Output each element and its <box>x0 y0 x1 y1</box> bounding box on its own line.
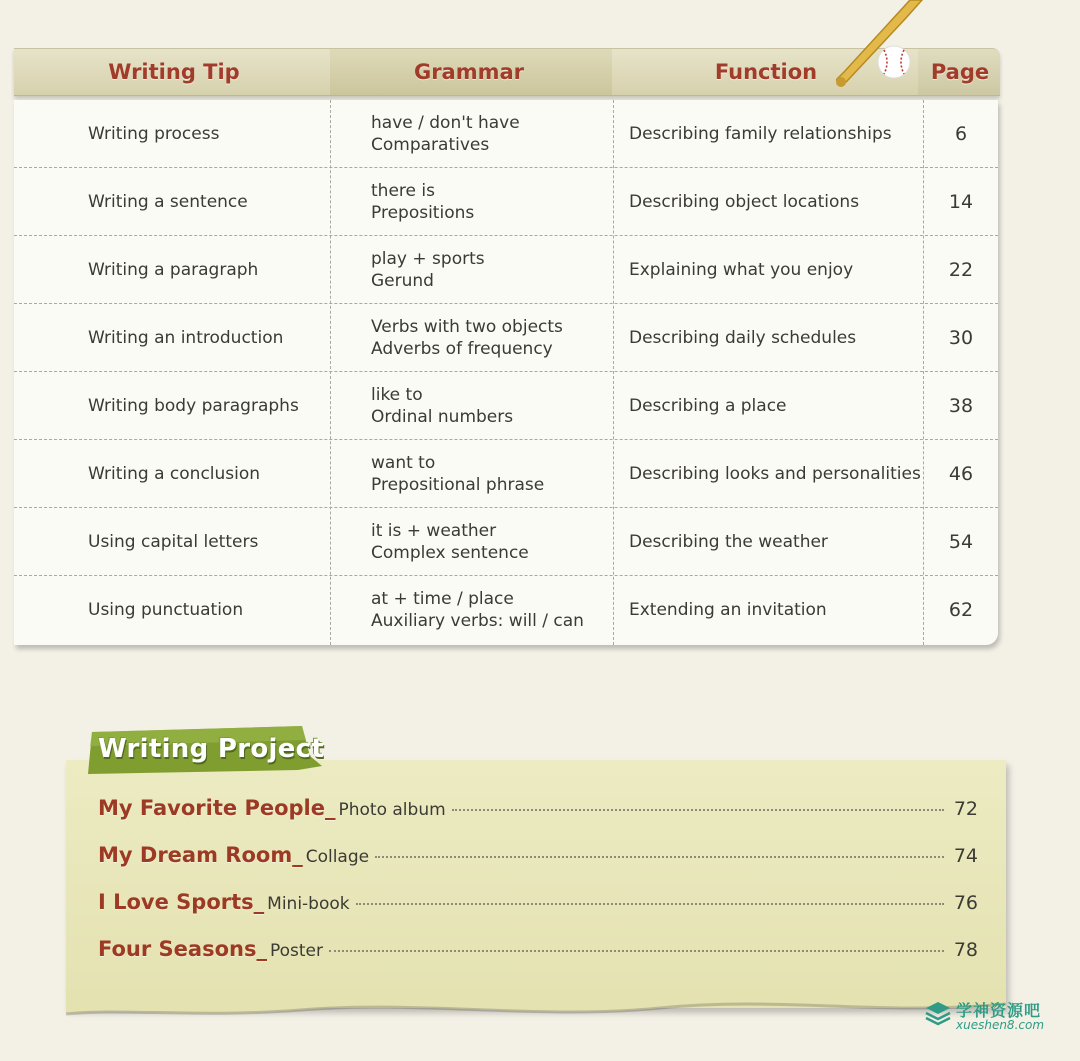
project-item <box>98 937 978 971</box>
baseball-icon <box>878 46 910 78</box>
writing-tip-cell: Writing a paragraph <box>88 260 259 280</box>
grammar-cell <box>371 576 611 644</box>
page-cell: 54 <box>948 531 974 553</box>
torn-paper-edge <box>60 990 1020 1030</box>
writing-tip-cell: Writing a sentence <box>88 192 248 212</box>
page-cell: 30 <box>948 327 974 349</box>
project-type: Poster <box>269 941 323 961</box>
writing-tip-cell: Using capital letters <box>88 532 259 552</box>
table-row <box>14 508 998 576</box>
grammar-line: Adverbs of frequency <box>371 339 553 359</box>
watermark-title: 学神资源吧 <box>956 1001 1042 1020</box>
grammar-cell <box>371 372 611 440</box>
function-cell: Extending an invitation <box>629 600 827 620</box>
header-function: Function <box>714 60 818 84</box>
table-row <box>14 440 998 508</box>
grammar-line: it is + weather <box>371 521 497 541</box>
book-stack-icon <box>924 1000 952 1026</box>
grammar-line: Gerund <box>371 271 434 291</box>
header-writing-tip: Writing Tip <box>108 60 240 84</box>
project-item <box>98 796 978 830</box>
project-title: I Love Sports_ <box>98 890 265 914</box>
watermark-url: xueshen8.com <box>956 1018 1045 1032</box>
header-grammar: Grammar <box>413 60 525 84</box>
grammar-line: Verbs with two objects <box>371 317 563 337</box>
contents-table <box>14 100 998 645</box>
function-cell: Describing a place <box>629 396 787 416</box>
project-title: My Favorite People_ <box>98 796 336 820</box>
writing-tip-cell: Writing an introduction <box>88 328 284 348</box>
writing-tip-cell: Writing a conclusion <box>88 464 261 484</box>
page-cell: 46 <box>948 463 974 485</box>
grammar-cell <box>371 304 611 372</box>
grammar-line: at + time / place <box>371 589 514 609</box>
dot-leader <box>329 950 944 952</box>
project-title: My Dream Room_ <box>98 843 303 867</box>
page-cell: 22 <box>948 259 974 281</box>
table-row <box>14 168 998 236</box>
project-item <box>98 890 978 924</box>
project-page: 78 <box>953 939 978 961</box>
writing-tip-cell: Writing body paragraphs <box>88 396 299 416</box>
project-page: 74 <box>953 845 978 867</box>
grammar-line: Comparatives <box>371 135 490 155</box>
writing-project-label: Writing Project <box>98 734 325 764</box>
project-page: 72 <box>953 798 978 820</box>
dot-leader <box>375 856 944 858</box>
page-cell: 38 <box>948 395 974 417</box>
watermark <box>924 998 1064 1038</box>
page-cell: 14 <box>948 191 974 213</box>
function-cell: Describing family relationships <box>629 124 892 144</box>
grammar-cell <box>371 100 611 168</box>
function-cell: Describing object locations <box>629 192 860 212</box>
table-row <box>14 100 998 168</box>
page-cell: 6 <box>954 123 968 145</box>
grammar-line: Auxiliary verbs: will / can <box>371 611 584 631</box>
grammar-cell <box>371 168 611 236</box>
project-page: 76 <box>953 892 978 914</box>
grammar-cell <box>371 236 611 304</box>
function-cell: Describing looks and personalities <box>629 464 921 484</box>
page-cell: 62 <box>948 599 974 621</box>
table-row <box>14 372 998 440</box>
grammar-line: want to <box>371 453 436 473</box>
baseball-bat-icon <box>836 0 956 90</box>
function-cell: Describing the weather <box>629 532 828 552</box>
grammar-cell <box>371 440 611 508</box>
project-item <box>98 843 978 877</box>
grammar-line: there is <box>371 181 435 201</box>
grammar-line: Ordinal numbers <box>371 407 514 427</box>
dot-leader <box>356 903 944 905</box>
writing-tip-cell: Writing process <box>88 124 220 144</box>
project-type: Collage <box>305 847 370 867</box>
function-cell: Describing daily schedules <box>629 328 857 348</box>
grammar-cell <box>371 508 611 576</box>
grammar-line: have / don't have <box>371 113 520 133</box>
grammar-line: Complex sentence <box>371 543 529 563</box>
grammar-line: play + sports <box>371 249 485 269</box>
table-row <box>14 236 998 304</box>
header-page: Page <box>930 60 990 84</box>
dot-leader <box>452 809 944 811</box>
grammar-line: like to <box>371 385 423 405</box>
grammar-line: Prepositions <box>371 203 475 223</box>
table-row <box>14 304 998 372</box>
grammar-line: Prepositional phrase <box>371 475 545 495</box>
project-title: Four Seasons_ <box>98 937 267 961</box>
table-row <box>14 576 998 644</box>
project-type: Mini-book <box>267 894 350 914</box>
project-type: Photo album <box>338 800 446 820</box>
writing-tip-cell: Using punctuation <box>88 600 244 620</box>
function-cell: Explaining what you enjoy <box>629 260 854 280</box>
